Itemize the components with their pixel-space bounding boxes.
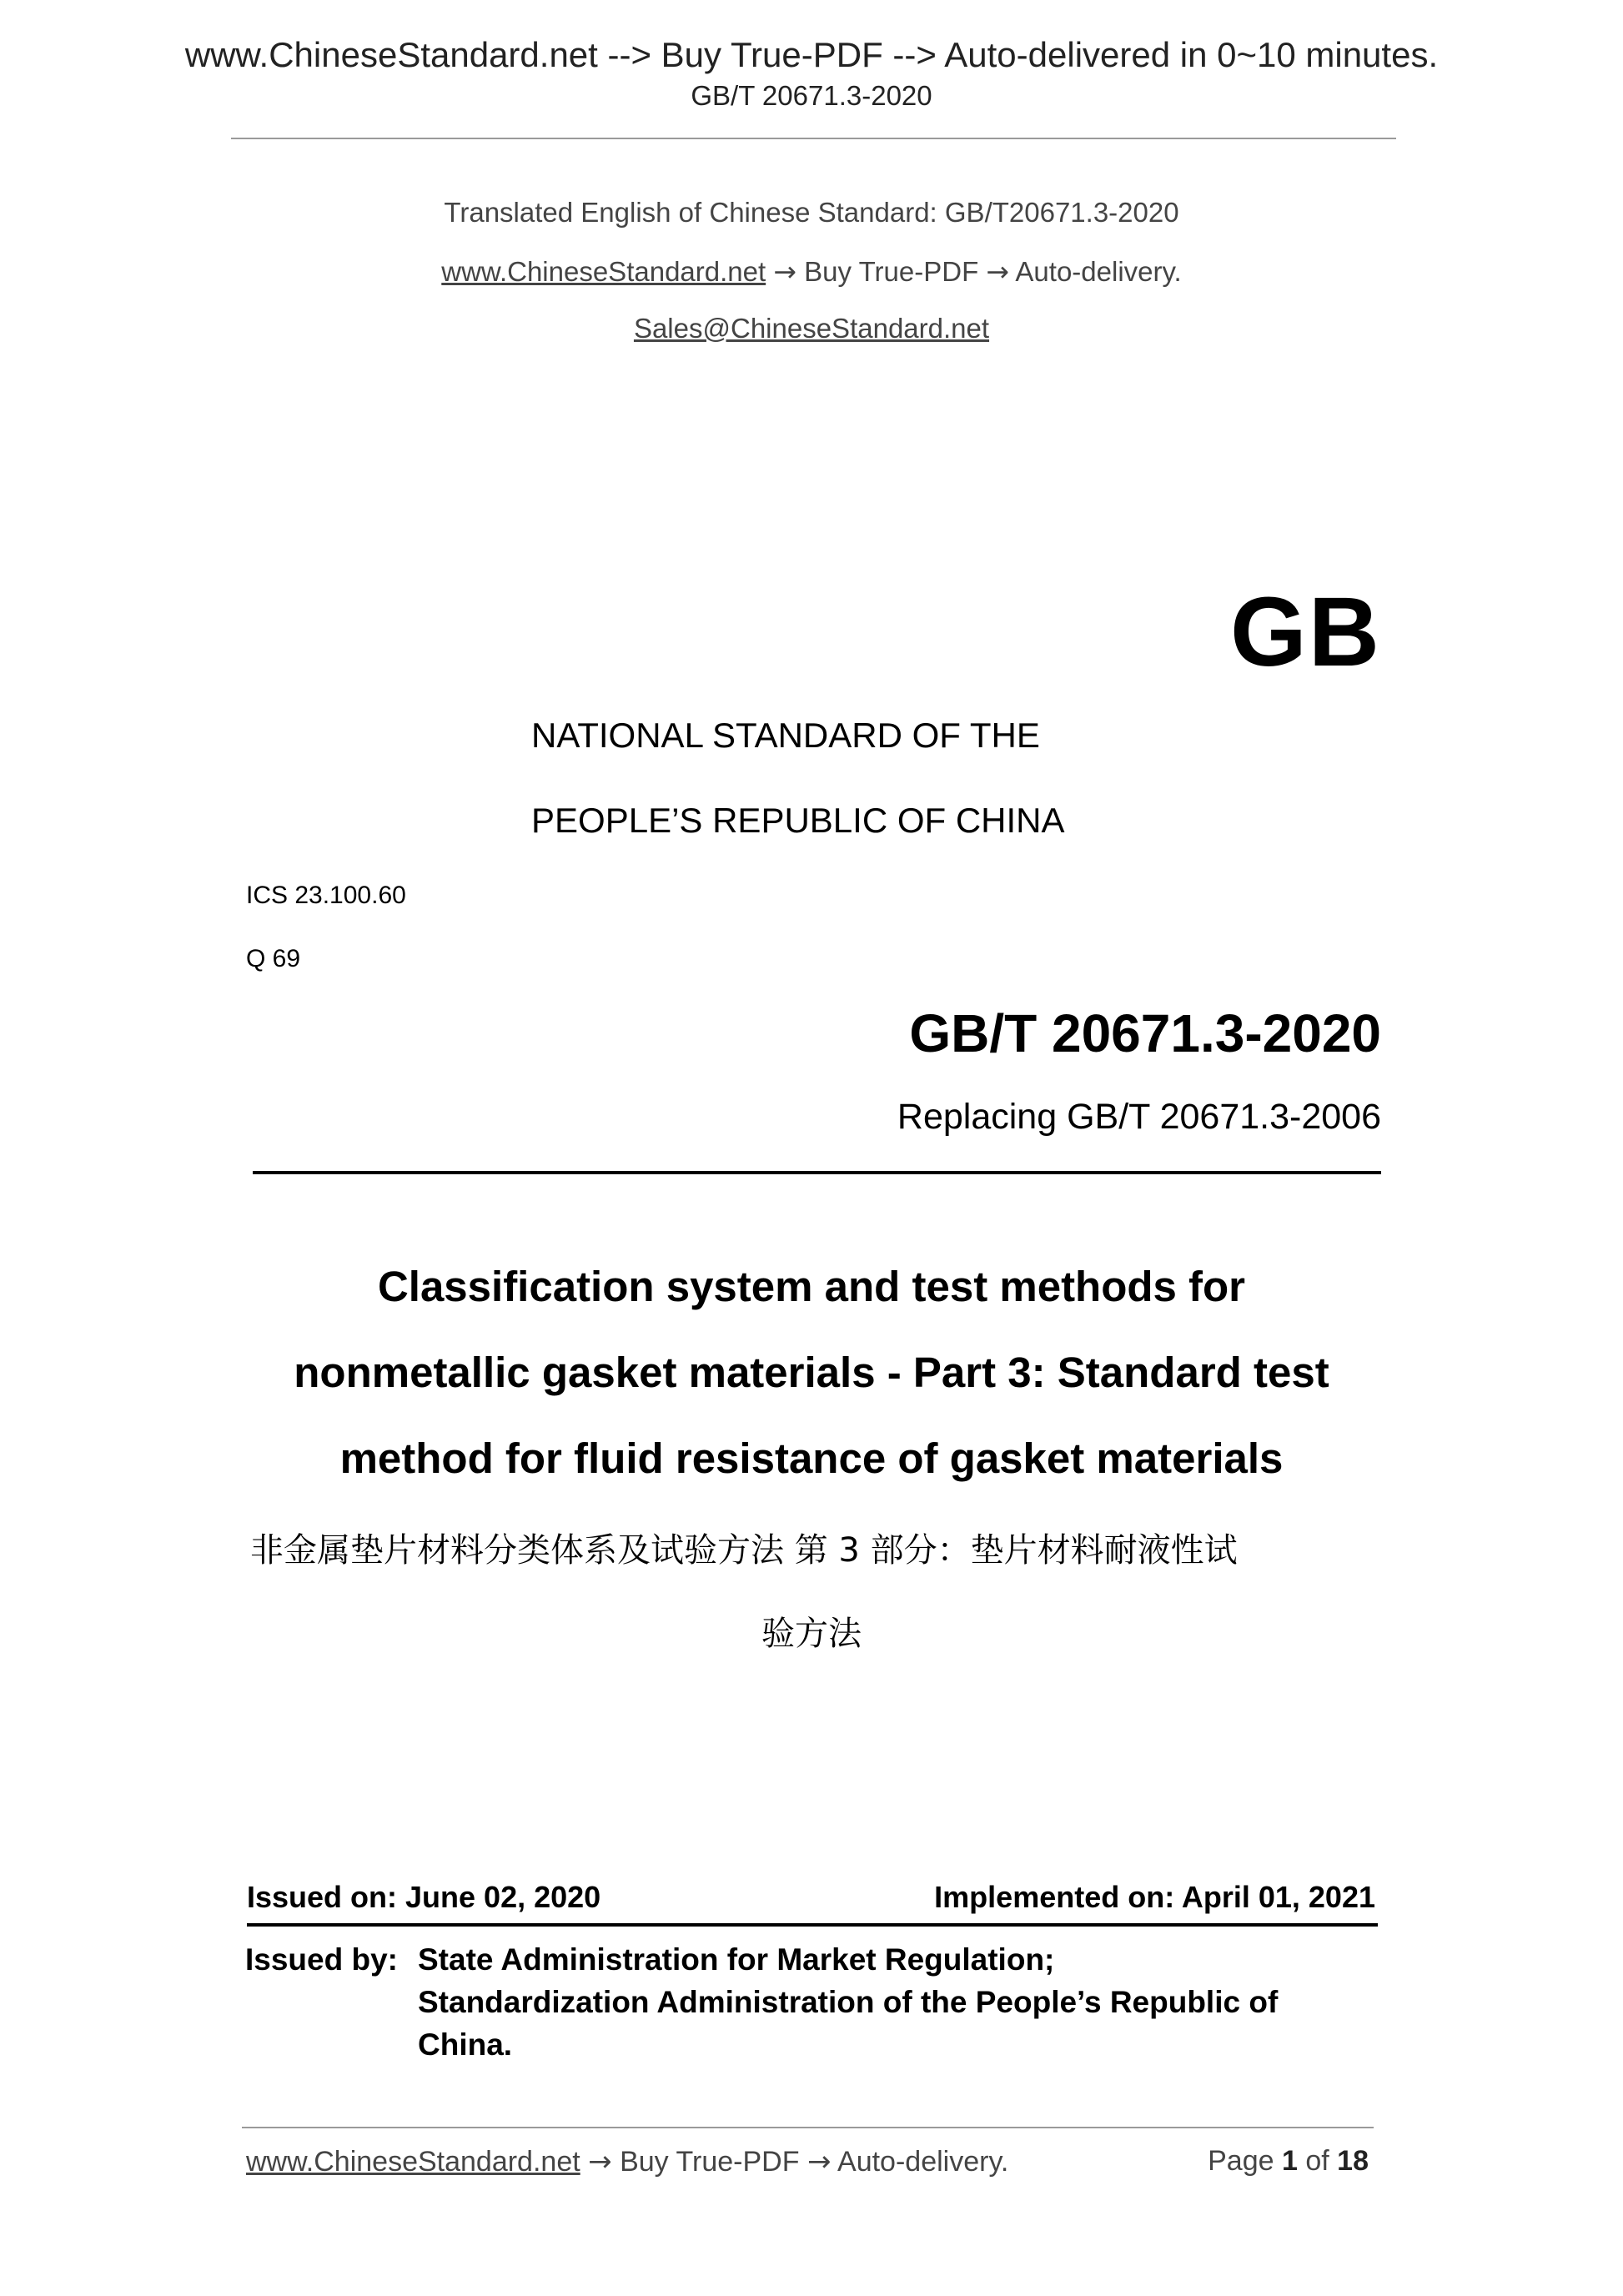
- ics-code: ICS 23.100.60: [246, 882, 406, 909]
- implemented-on: Implemented on: April 01, 2021: [934, 1880, 1375, 1914]
- title-en-line3: method for fluid resistance of gasket materials: [339, 1434, 1284, 1482]
- arrow-right-icon: →: [773, 255, 796, 288]
- arrow-right-icon: →: [588, 2145, 612, 2178]
- issuer-line3: China.: [418, 2027, 513, 2062]
- of-label: of: [1305, 2145, 1329, 2177]
- title-cn-line2: 验方法: [761, 1615, 862, 1653]
- title-divider: [253, 1171, 1381, 1174]
- buy-true-pdf-text: Buy True-PDF: [804, 256, 979, 287]
- page-label: Page: [1208, 2145, 1274, 2177]
- issuer-line2: Standardization Administration of the People’s Republic of: [418, 1985, 1279, 2019]
- national-standard-line1: NATIONAL STANDARD OF THE: [531, 716, 1040, 755]
- header-divider: [231, 138, 1396, 139]
- site-link[interactable]: www.ChineseStandard.net: [441, 256, 766, 287]
- footer-purchase-line: [246, 2145, 1008, 2178]
- standard-number: GB/T 20671.3-2020: [909, 1003, 1381, 1063]
- translation-note: Translated English of Chinese Standard: GB/T20671.3-2020: [444, 197, 1179, 228]
- footer-site-link[interactable]: www.ChineseStandard.net: [246, 2146, 580, 2178]
- purchase-line: [0, 255, 1623, 288]
- title-en-line1: Classification system and test methods for: [377, 1263, 1246, 1310]
- page-total: 18: [1337, 2145, 1369, 2177]
- email-line: [0, 313, 1623, 344]
- issue-divider: [247, 1923, 1378, 1927]
- arrow-right-icon: →: [806, 2145, 832, 2178]
- sales-email-link[interactable]: Sales@ChineseStandard.net: [633, 313, 990, 344]
- header-doc-code: GB/T 20671.3-2020: [691, 80, 932, 111]
- issuer-line1: State Administration for Market Regulation;: [418, 1942, 1055, 1977]
- page-number: 1: [1281, 2145, 1298, 2177]
- page-indicator: [1208, 2145, 1369, 2178]
- footer-delivery-text: Auto-delivery.: [837, 2146, 1009, 2178]
- issued-by-label: Issued by:: [245, 1942, 398, 1977]
- arrow-right-icon: →: [986, 255, 1010, 288]
- auto-delivery-text: Auto-delivery.: [1015, 256, 1182, 287]
- title-cn-line1: 非金属垫片材料分类体系及试验方法 第 3 部分：垫片材料耐液性试: [250, 1531, 1238, 1570]
- replacing-standard: Replacing GB/T 20671.3-2006: [897, 1097, 1381, 1137]
- issued-on: Issued on: June 02, 2020: [247, 1880, 601, 1914]
- footer-buy-text: Buy True-PDF: [620, 2146, 800, 2178]
- gb-logo: GB: [1230, 577, 1381, 687]
- header-banner: www.ChineseStandard.net --> Buy True-PDF --> Auto-delivered in 0~10 minutes.: [184, 35, 1439, 74]
- title-en-line2: nonmetallic gasket materials - Part 3: Standard test: [294, 1349, 1329, 1396]
- national-standard-line2: PEOPLE’S REPUBLIC OF CHINA: [531, 801, 1065, 840]
- ccs-code: Q 69: [246, 945, 301, 972]
- footer-divider: [242, 2127, 1374, 2128]
